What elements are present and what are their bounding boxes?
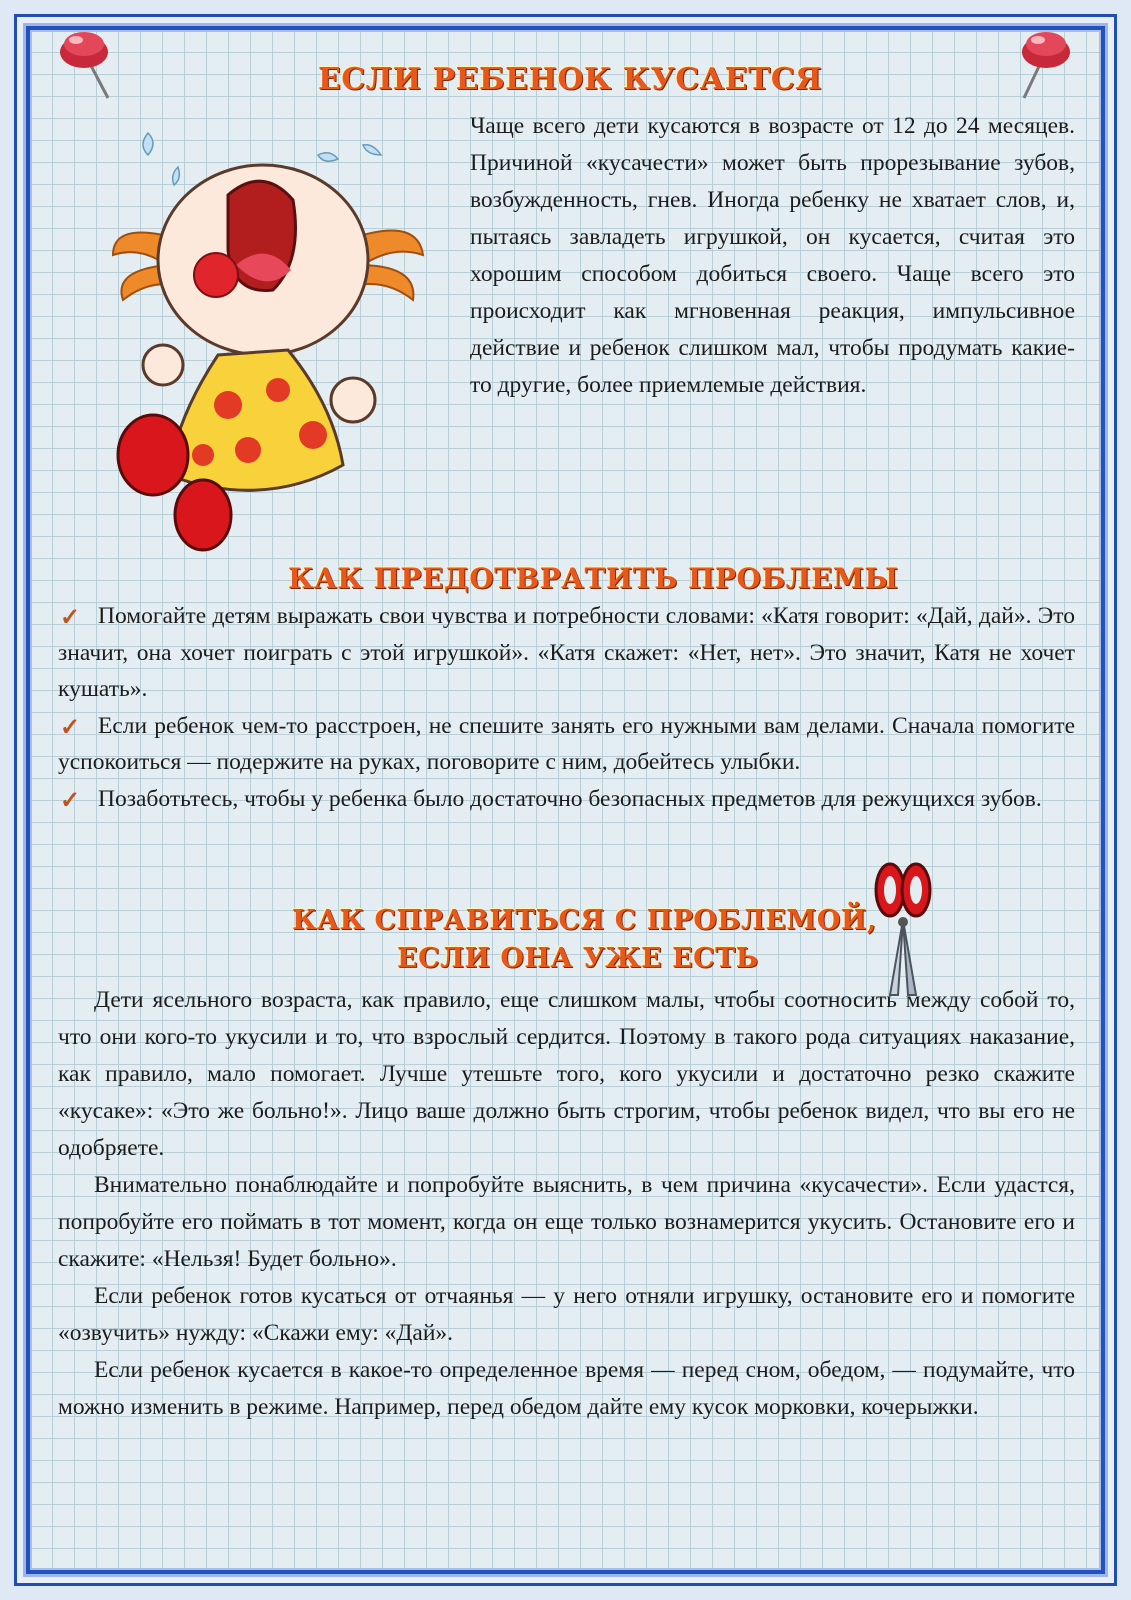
intro-paragraph: Чаще всего дети кусаются в возрасте от 12 до 24 месяцев. Причиной «кусачести» может быть прорезывание зубов, возбужденность, гнев. Иногда ребенку не хватает слов, и, пытаясь завладеть игрушкой, он кусается, считая это хорошим способом добиться своего. Чаще всего это происходит как мгновенная реакция, импульсивное действие и ребенок слишком мал, чтобы продумать какие-то другие, более приемлемые действия. bbox=[470, 113, 1075, 398]
list-item bbox=[58, 708, 1075, 781]
scissors-character-icon bbox=[868, 860, 938, 1000]
main-title: ЕСЛИ РЕБЕНОК КУСАЕТСЯ bbox=[318, 62, 823, 97]
paragraph: Если ребенок готов кусаться от отчаянья — у него отняли игрушку, остановите его и помогите «озвучить» нужду: «Скажи ему: «Дай». bbox=[58, 1283, 1075, 1346]
tip-text: Если ребенок чем-то расстроен, не спешите занять его нужными вам делами. Сначала помогите успокоиться — подержите на руках, поговорите с ним, добейтесь улыбки. bbox=[58, 712, 1075, 775]
crying-child-icon bbox=[108, 115, 438, 565]
check-icon: ✓ bbox=[60, 714, 81, 741]
pushpin-icon bbox=[1010, 22, 1080, 102]
check-icon: ✓ bbox=[60, 787, 81, 814]
tips-list bbox=[58, 598, 1075, 817]
list-item bbox=[58, 598, 1075, 708]
paragraph: Дети ясельного возраста, как правило, еще слишком малы, чтобы соотносить между собой то, что они кого-то укусили и то, что взрослый сердится. Поэтому в такого рода ситуациях наказание, как правило, мало помогает. Лучше утешьте того, кого укусили и достаточно резко скажите «кусаке»: «Это же больно!». Лицо ваше должно быть строгим, чтобы ребенок видел, что вы его не одобряете. bbox=[58, 987, 1075, 1161]
tip-text: Помогайте детям выражать свои чувства и потребности словами: «Катя говорит: «Дай, дай». Это значит, она хочет поиграть с этой игрушкой». «Катя скажет: «Нет, нет». Это значит, Катя не хочет кушать». bbox=[58, 603, 1075, 702]
tip-text: Позаботьтесь, чтобы у ребенка было достаточно безопасных предметов для режущихся зубов. bbox=[98, 785, 1042, 812]
cope-heading-line2: ЕСЛИ ОНА УЖЕ ЕСТЬ bbox=[397, 943, 759, 974]
list-item bbox=[58, 781, 1075, 818]
check-icon: ✓ bbox=[60, 605, 81, 631]
pushpin-icon bbox=[50, 22, 120, 102]
cope-heading-line1: КАК СПРАВИТЬСЯ С ПРОБЛЕМОЙ, bbox=[292, 905, 877, 936]
prevent-heading: КАК ПРЕДОТВРАТИТЬ ПРОБЛЕМЫ bbox=[288, 562, 899, 595]
paragraph: Если ребенок кусается в какое-то определенное время — перед сном, обедом, — подумайте, что можно изменить в режиме. Например, перед обедом дайте ему кусок морковки, кочерыжки. bbox=[58, 1357, 1075, 1420]
cope-paragraphs bbox=[58, 982, 1075, 1426]
paragraph: Внимательно понаблюдайте и попробуйте выяснить, в чем причина «кусачести». Если удастся, попробуйте его поймать в тот момент, когда он еще только вознамерится укусить. Остановите его и скажите: «Нельзя! Будет больно». bbox=[58, 1172, 1075, 1272]
